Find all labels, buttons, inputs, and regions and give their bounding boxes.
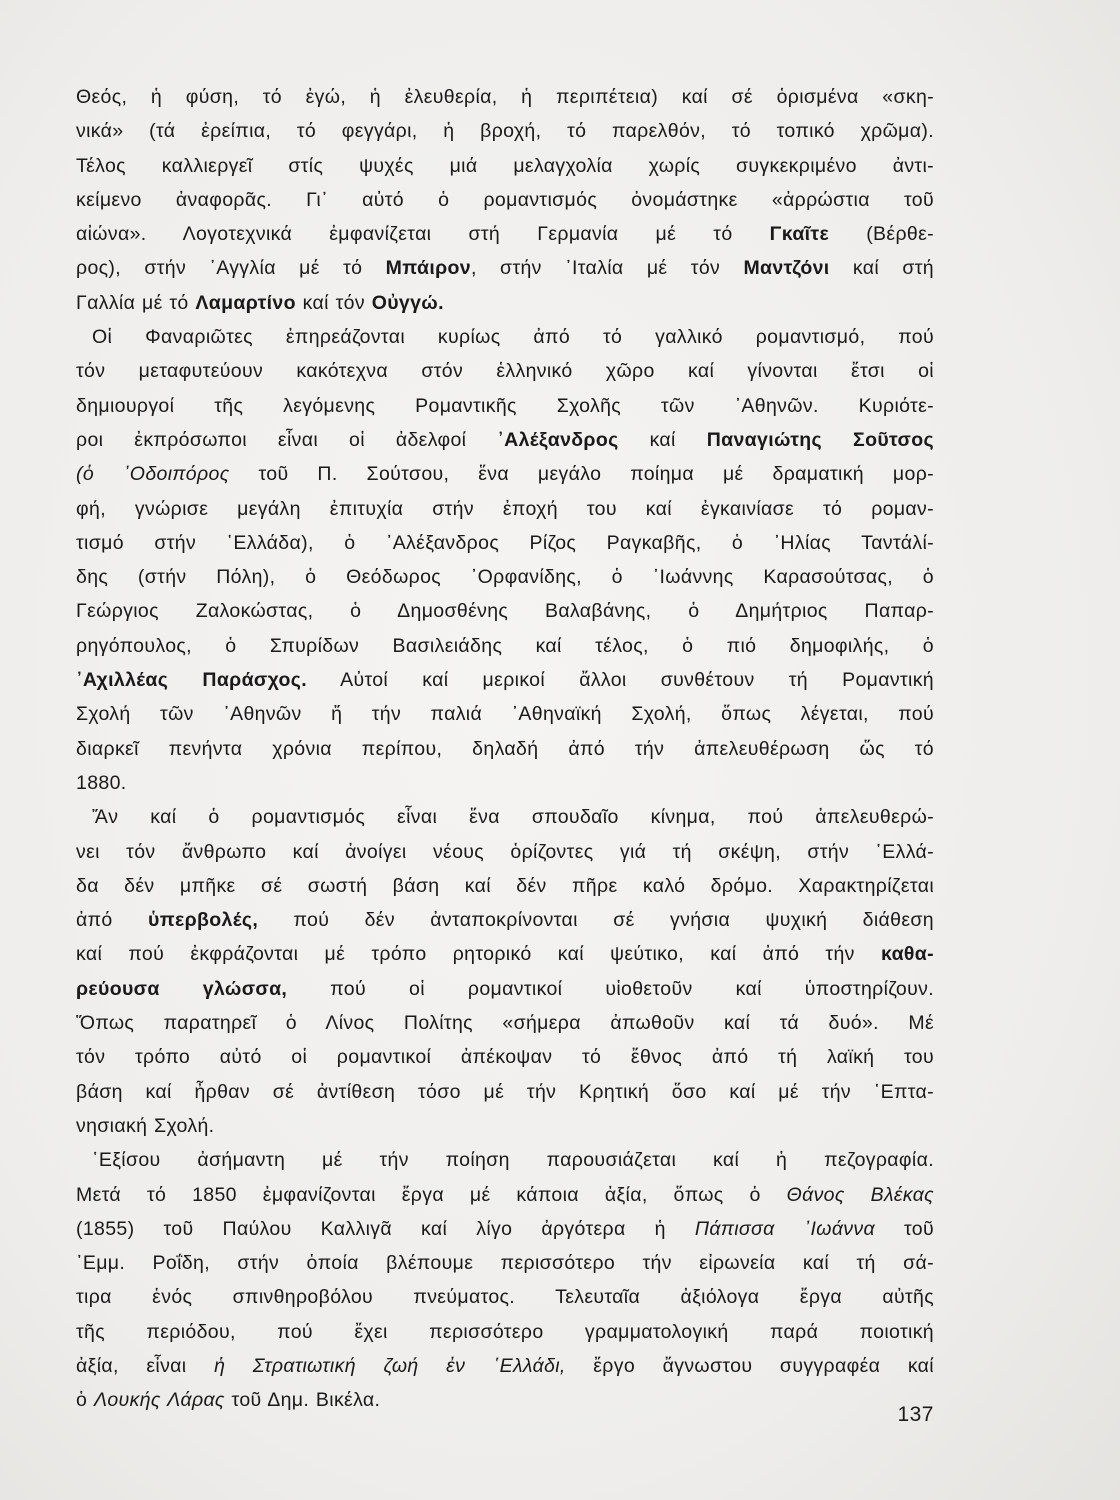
text-run: καί πού ἐκφράζονται μέ τρόπο ρητορικό καί ψεύτικο, καί ἀπό τήν	[76, 943, 881, 966]
text-line	[76, 1143, 934, 1177]
bold-text: Γκαῖτε	[769, 223, 830, 246]
paragraph	[76, 320, 934, 800]
text-line	[76, 594, 934, 628]
text-line	[76, 800, 934, 834]
text-line	[76, 423, 934, 457]
italic-text: ἡ Στρατιωτική ζωή ἐν ῾Ελλάδι,	[214, 1354, 566, 1377]
text-run: Γεώργιος Ζαλοκώστας, ὁ Δημοσθένης Βαλαβάνης, ὁ Δημήτριος Παπαρ-	[76, 600, 934, 623]
text-line	[76, 1349, 934, 1383]
bold-text: καθα-	[881, 943, 934, 966]
bold-text: Μπάιρον	[385, 257, 471, 280]
text-line	[76, 149, 934, 183]
text-run: Ὅπως παρατηρεῖ ὁ Λίνος Πολίτης «σήμερα ἀπωθοῦν καί τά δυό». Μέ	[76, 1012, 934, 1035]
bold-text: ᾽Αχιλλέας Παράσχος.	[76, 669, 308, 692]
text-line	[76, 1280, 934, 1314]
italic-text: Θάνος Βλέκας	[786, 1183, 934, 1206]
text-run: διαρκεῖ πενήντα χρόνια περίπου, δηλαδή ἀπό τήν ἀπελευθέρωση ὥς τό	[76, 737, 934, 760]
text-line	[76, 389, 934, 423]
text-run: δης (στήν Πόλη), ὁ Θεόδωρος ᾽Ορφανίδης, ὁ ᾽Ιωάννης Καρασούτσας, ὁ	[76, 566, 934, 589]
text-run: τοῦ Π. Σούτσου, ἕνα μεγάλο ποίημα μέ δραματική μορ-	[229, 463, 935, 486]
text-line	[76, 1383, 934, 1417]
paragraph	[76, 80, 934, 320]
bold-text: Μαντζόνι	[743, 257, 830, 280]
body-text	[76, 80, 934, 1418]
bold-text: Παναγιώτης Σοῦτσος	[706, 428, 934, 451]
text-run: ᾽Εμμ. Ροΐδη, στήν ὁποία βλέπουμε περισσότερο τήν εἰρωνεία καί τή σά-	[76, 1252, 934, 1275]
text-run: ροι ἐκπρόσωποι εἶναι οἱ ἀδελφοί	[76, 428, 498, 451]
text-run: καί στή	[829, 257, 934, 280]
bold-text: ᾽Αλέξανδρος	[497, 428, 619, 451]
text-line	[76, 1006, 934, 1040]
text-run: κείμενο ἀναφορᾶς. Γι᾽ αὐτό ὁ ρομαντισμός ὀνομάστηκε «ἀρρώστια τοῦ	[76, 188, 934, 211]
text-line	[76, 251, 934, 285]
text-line	[76, 903, 934, 937]
text-line	[76, 1109, 934, 1143]
text-run: ρος), στήν ᾽Αγγλία μέ τό	[76, 257, 386, 280]
text-run: νει τόν ἄνθρωπο καί ἀνοίγει νέους ὁρίζοντες γιά τή σκέψη, στήν ῾Ελλά-	[76, 840, 934, 863]
text-line	[76, 183, 934, 217]
text-line	[76, 492, 934, 526]
text-line	[76, 937, 934, 971]
bold-text: Οὐγγώ.	[371, 291, 444, 314]
text-run: Γαλλία μέ τό	[76, 291, 196, 314]
text-run: ἀπό	[76, 909, 148, 932]
italic-text: Λουκής Λάρας	[93, 1389, 225, 1412]
text-run: πού οἱ ρομαντικοί υἱοθετοῦν καί ὑποστηρίζουν.	[287, 977, 934, 1000]
text-run: ῾Εξίσου ἀσήμαντη μέ τήν ποίηση παρουσιάζεται καί ἡ πεζογραφία.	[92, 1149, 934, 1172]
text-run: 1880.	[76, 771, 127, 794]
text-line	[76, 320, 934, 354]
text-run: Μετά τό 1850 ἐμφανίζονται ἔργα μέ κάποια ἀξία, ὅπως ὁ	[76, 1183, 787, 1206]
text-line	[76, 1075, 934, 1109]
text-run: καί τόν	[295, 291, 372, 314]
text-run: Θεός, ἡ φύση, τό ἐγώ, ἡ ἐλευθερία, ἡ περιπέτεια) καί σέ ὁρισμένα «σκη-	[76, 86, 934, 108]
text-run: τόν τρόπο αὐτό οἱ ρομαντικοί ἀπέκοψαν τό ἔθνος ἀπό τή λαϊκή του	[76, 1046, 934, 1069]
text-run: (1855) τοῦ Παύλου Καλλιγᾶ καί λίγο ἀργότερα ἡ	[76, 1217, 695, 1240]
text-line	[76, 869, 934, 903]
text-run: τοῦ Δημ. Βικέλα.	[224, 1389, 381, 1412]
text-line	[76, 697, 934, 731]
bold-text: ρεύουσα γλώσσα,	[76, 977, 288, 1000]
text-line	[76, 114, 934, 148]
text-line	[76, 732, 934, 766]
text-run: δα δέν μπῆκε σέ σωστή βάση καί δέν πῆρε καλό δρόμο. Χαρακτηρίζεται	[76, 874, 934, 897]
text-run: ρηγόπουλος, ὁ Σπυρίδων Βασιλειάδης καί τέλος, ὁ πιό δημοφιλής, ὁ	[76, 634, 934, 657]
text-run: Σχολή τῶν ᾽Αθηνῶν ἤ τήν παλιά ᾽Αθηναϊκή Σχολή, ὅπως λέγεται, πού	[76, 703, 934, 726]
text-line	[76, 286, 934, 320]
text-run: πού δέν ἀνταποκρίνονται σέ γνήσια ψυχική διάθεση	[258, 909, 934, 932]
text-run: αἰώνα». Λογοτεχνικά ἐμφανίζεται στή Γερμανία μέ τό	[76, 223, 770, 246]
text-line	[76, 835, 934, 869]
text-run: τισμό στήν ῾Ελλάδα), ὁ ᾽Αλέξανδρος Ρίζος Ραγκαβῆς, ὁ ᾽Ηλίας Ταντάλί-	[76, 531, 934, 554]
text-run: Ἄν καί ὁ ρομαντισμός εἶναι ἕνα σπουδαῖο κίνημα, πού ἀπελευθερώ-	[92, 806, 934, 829]
text-line	[76, 526, 934, 560]
text-run: νησιακή Σχολή.	[76, 1114, 215, 1137]
text-line	[76, 629, 934, 663]
text-line	[76, 1178, 934, 1212]
paragraph	[76, 1143, 934, 1417]
text-run: ἔργο ἄγνωστου συγγραφέα καί	[565, 1354, 934, 1377]
text-run: τόν μεταφυτεύουν κακότεχνα στόν ἑλληνικό χῶρο καί γίνονται ἔτσι οἱ	[76, 360, 934, 383]
text-run: τιρα ἑνός σπινθηροβόλου πνεύματος. Τελευταῖα ἀξιόλογα ἔργα αὐτῆς	[76, 1286, 934, 1309]
text-run: βάση καί ἦρθαν σέ ἀντίθεση τόσο μέ τήν Κρητική ὅσο καί μέ τήν ῾Επτα-	[76, 1080, 934, 1103]
text-line	[76, 354, 934, 388]
text-run: καί	[618, 428, 707, 451]
text-line	[76, 1246, 934, 1280]
text-line	[76, 457, 934, 491]
text-run: φή, γνώρισε μεγάλη ἐπιτυχία στήν ἐποχή του καί ἐγκαινίασε τό ρομαν-	[76, 497, 934, 520]
text-line	[76, 663, 934, 697]
text-line	[76, 1040, 934, 1074]
text-run: , στήν ᾽Ιταλία μέ τόν	[470, 257, 744, 280]
text-run: Αὐτοί καί μερικοί ἄλλοι συνθέτουν τή Ρομαντική	[307, 669, 934, 692]
text-run: Τέλος καλλιεργεῖ στίς ψυχές μιά μελαγχολία χωρίς συγκεκριμένο ἀντι-	[76, 154, 934, 177]
text-line	[76, 217, 934, 251]
text-run: τοῦ	[874, 1217, 934, 1240]
text-line	[76, 560, 934, 594]
text-run: τῆς περιόδου, πού ἔχει περισσότερο γραμματολογική παρά ποιοτική	[76, 1320, 934, 1343]
text-line	[76, 972, 934, 1006]
text-run: (Βέρθε-	[829, 223, 934, 246]
paragraph	[76, 800, 934, 1143]
text-line	[76, 80, 934, 114]
text-run: ὁ	[76, 1389, 94, 1412]
bold-text: Λαμαρτίνο	[195, 291, 296, 314]
text-run: νικά» (τά ἐρείπια, τό φεγγάρι, ἡ βροχή, τό παρελθόν, τό τοπικό χρῶμα).	[76, 120, 934, 143]
bold-text: ὑπερβολές,	[148, 909, 259, 932]
page-number: 137	[897, 1403, 934, 1426]
text-line	[76, 1315, 934, 1349]
text-line	[76, 766, 934, 800]
text-line	[76, 1212, 934, 1246]
text-run: Οἱ Φαναριῶτες ἐπηρεάζονται κυρίως ἀπό τό γαλλικό ρομαντισμό, πού	[92, 326, 934, 349]
text-run: ἀξία, εἶναι	[76, 1354, 215, 1377]
italic-text: Πάπισσα ᾽Ιωάννα	[694, 1217, 875, 1240]
italic-text: (ὁ ᾽Οδοιπόρος	[76, 463, 230, 486]
text-run: δημιουργοί τῆς λεγόμενης Ρομαντικῆς Σχολῆς τῶν ᾽Αθηνῶν. Κυριότε-	[76, 394, 934, 417]
